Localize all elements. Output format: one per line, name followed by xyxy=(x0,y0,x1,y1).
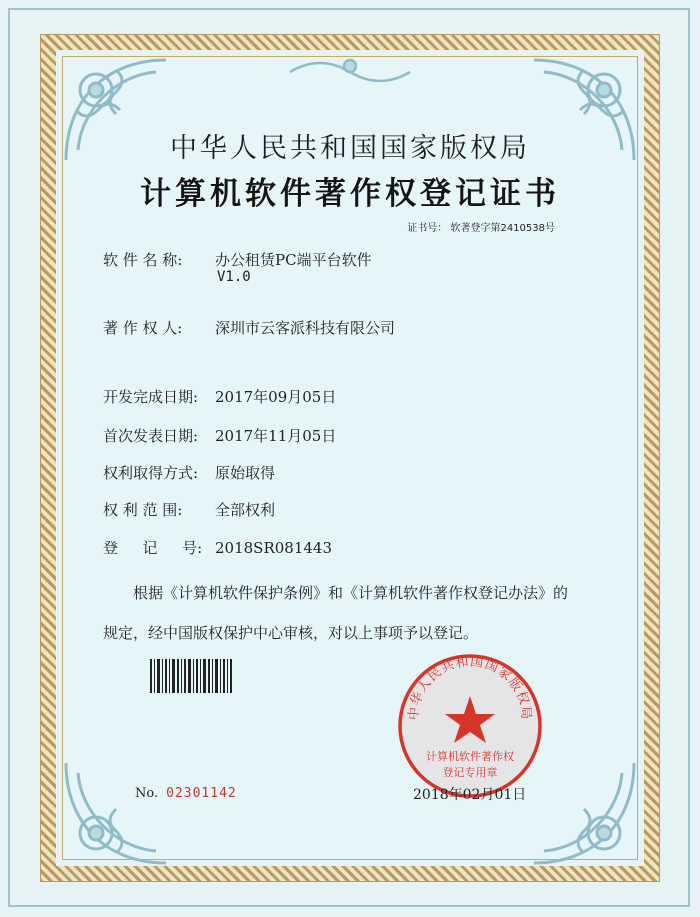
field-value: 原始取得 xyxy=(215,464,276,482)
ornament-corner-bottom-left xyxy=(56,753,176,873)
field-label: 首次发表日期: xyxy=(103,427,199,445)
field-registration-number xyxy=(103,537,332,558)
field-value: 办公租赁PC端平台软件 xyxy=(215,251,372,269)
field-label: 登 记 号: xyxy=(103,539,203,557)
seal-inner-line-2: 登记专用章 xyxy=(442,766,498,779)
certificate-title: 计算机软件著作权登记证书 xyxy=(140,176,560,212)
field-value: 2017年09月05日 xyxy=(215,388,337,406)
field-value: 2017年11月05日 xyxy=(215,427,337,445)
field-label: 权利取得方式: xyxy=(103,464,199,482)
serial-prefix: No. xyxy=(135,786,159,801)
field-label: 软 件 名 称: xyxy=(103,251,183,269)
statement-line-2: 规定，经中国版权保护中心审核，对以上事项予以登记。 xyxy=(103,624,479,642)
certificate-number: 证书号： 软著登字第2410538号 xyxy=(407,223,555,234)
field-value: 全部权利 xyxy=(215,501,276,519)
field-rights-scope xyxy=(103,499,275,520)
field-label: 著 作 权 人: xyxy=(103,319,183,337)
statement-line-1: 根据《计算机软件保护条例》和《计算机软件著作权登记办法》的 xyxy=(133,584,569,602)
serial-value: 02301142 xyxy=(166,786,237,801)
top-center-ornament xyxy=(280,52,420,82)
field-label: 权 利 范 围: xyxy=(103,501,183,519)
field-label: 开发完成日期: xyxy=(103,388,199,406)
serial-number xyxy=(135,786,237,801)
issue-date: 2018年02月01日 xyxy=(413,787,527,803)
barcode xyxy=(150,659,232,693)
seal-ring-text: 中华人民共和国国家版权局 xyxy=(406,654,534,721)
official-seal xyxy=(396,652,544,800)
field-first-publication-date xyxy=(103,425,336,446)
field-value: 深圳市云客派科技有限公司 xyxy=(215,319,396,337)
field-value: 2018SR081443 xyxy=(215,539,333,557)
software-version: V1.0 xyxy=(217,269,251,285)
field-completion-date xyxy=(103,386,336,407)
seal-inner-line-1: 计算机软件著作权 xyxy=(426,750,514,763)
issuing-authority: 中华人民共和国国家版权局 xyxy=(170,133,530,164)
field-software-name xyxy=(103,249,372,285)
field-copyright-owner xyxy=(103,317,395,338)
field-acquisition-method xyxy=(103,462,275,483)
